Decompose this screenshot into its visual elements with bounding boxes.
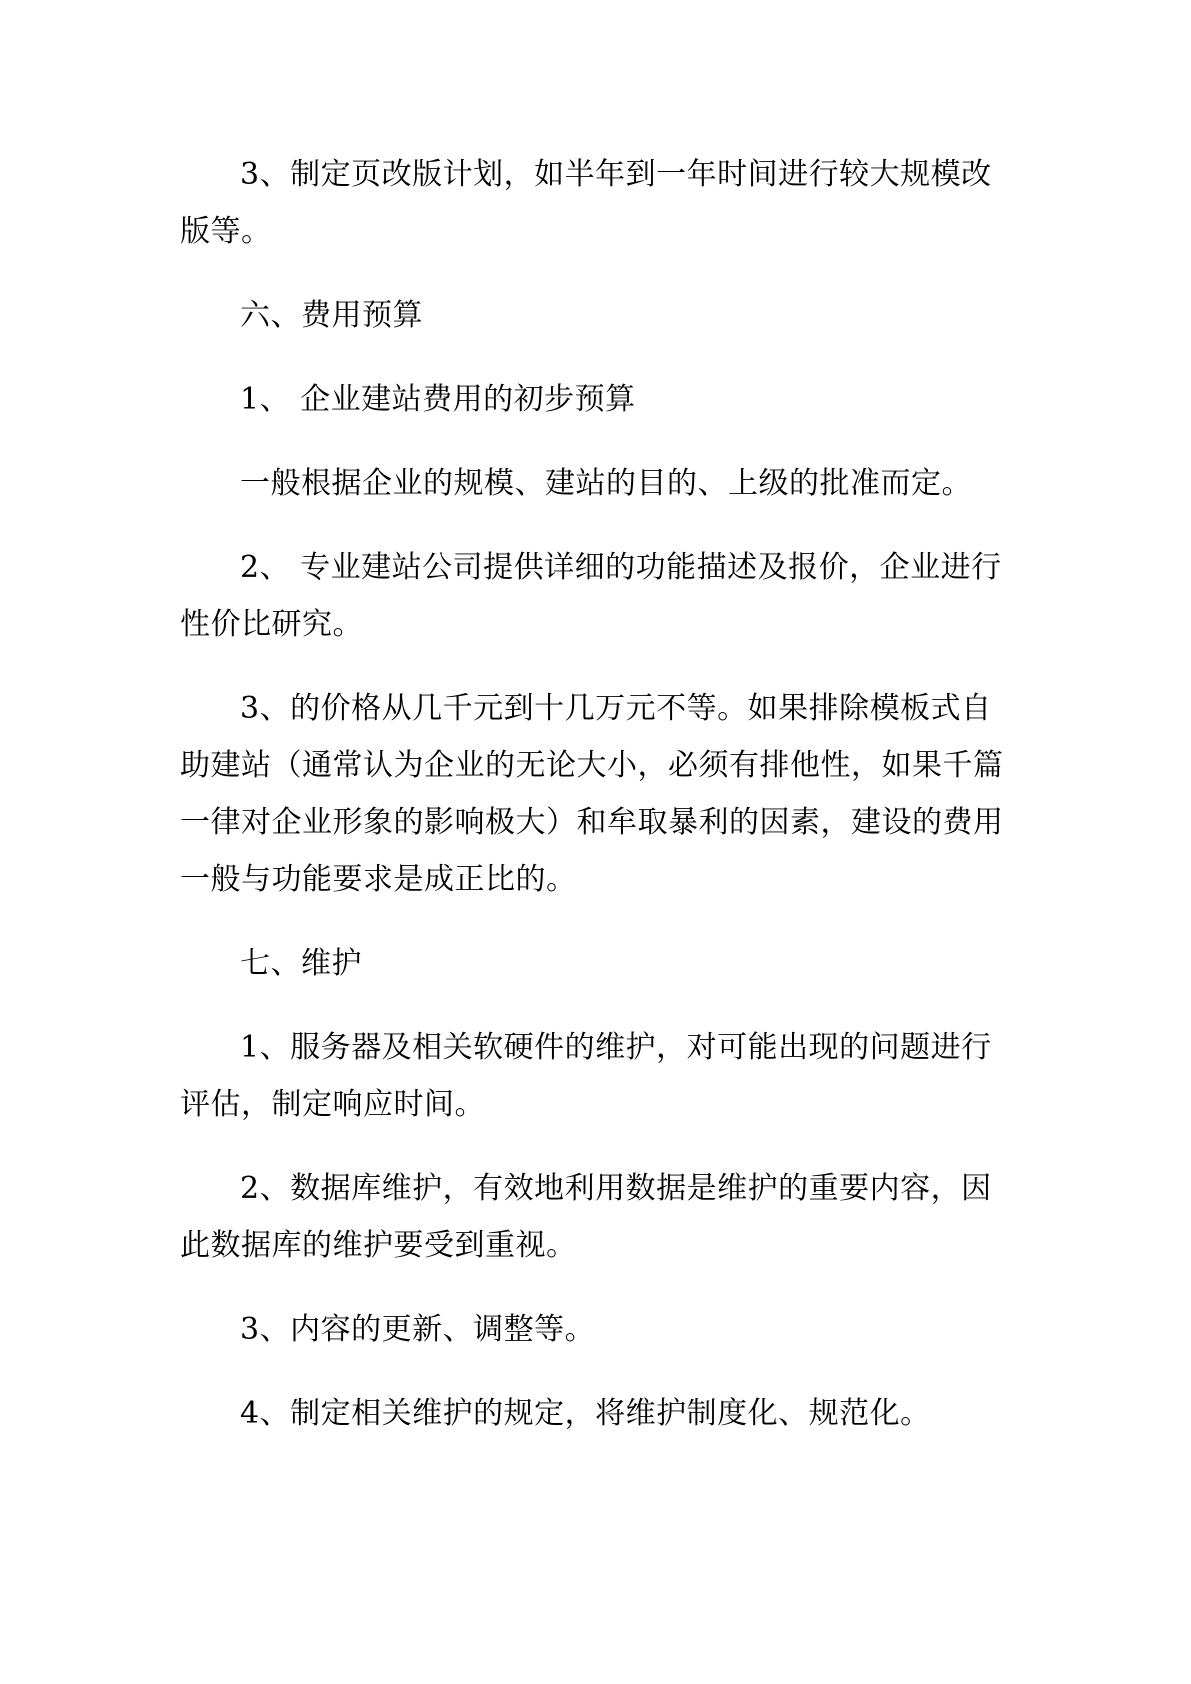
paragraph-vendor-quote: 2、 专业建站公司提供详细的功能描述及报价，企业进行性价比研究。 xyxy=(180,550,1002,642)
paragraph-price-range: 3、的价格从几千元到十几万元不等。如果排除模板式自助建站（通常认为企业的无论大小，必须有排他性，如果千篇一律对企业形象的影响极大）和牟取暴利的因素，建设的费用一般与功能要求是成正比的。 xyxy=(180,691,1004,897)
paragraph-server-maintenance: 1、服务器及相关软硬件的维护，对可能出现的问题进行评估，制定响应时间。 xyxy=(180,1030,992,1122)
paragraph-redesign-plan: 3、制定页改版计划，如半年到一年时间进行较大规模改版等。 xyxy=(180,157,992,249)
section-heading-budget: 六、费用预算 xyxy=(240,298,423,333)
paragraph-database-maintenance: 2、数据库维护，有效地利用数据是维护的重要内容，因此数据库的维护要受到重视。 xyxy=(180,1171,992,1263)
document-body xyxy=(180,146,1020,1469)
paragraph-maintenance-rules: 4、制定相关维护的规定，将维护制度化、规范化。 xyxy=(240,1396,931,1431)
paragraph-budget-basis: 一般根据企业的规模、建站的目的、上级的批准而定。 xyxy=(240,466,972,501)
paragraph-initial-budget: 1、 企业建站费用的初步预算 xyxy=(240,382,636,417)
section-heading-maintenance: 七、维护 xyxy=(240,946,362,981)
paragraph-content-update: 3、内容的更新、调整等。 xyxy=(240,1312,596,1347)
